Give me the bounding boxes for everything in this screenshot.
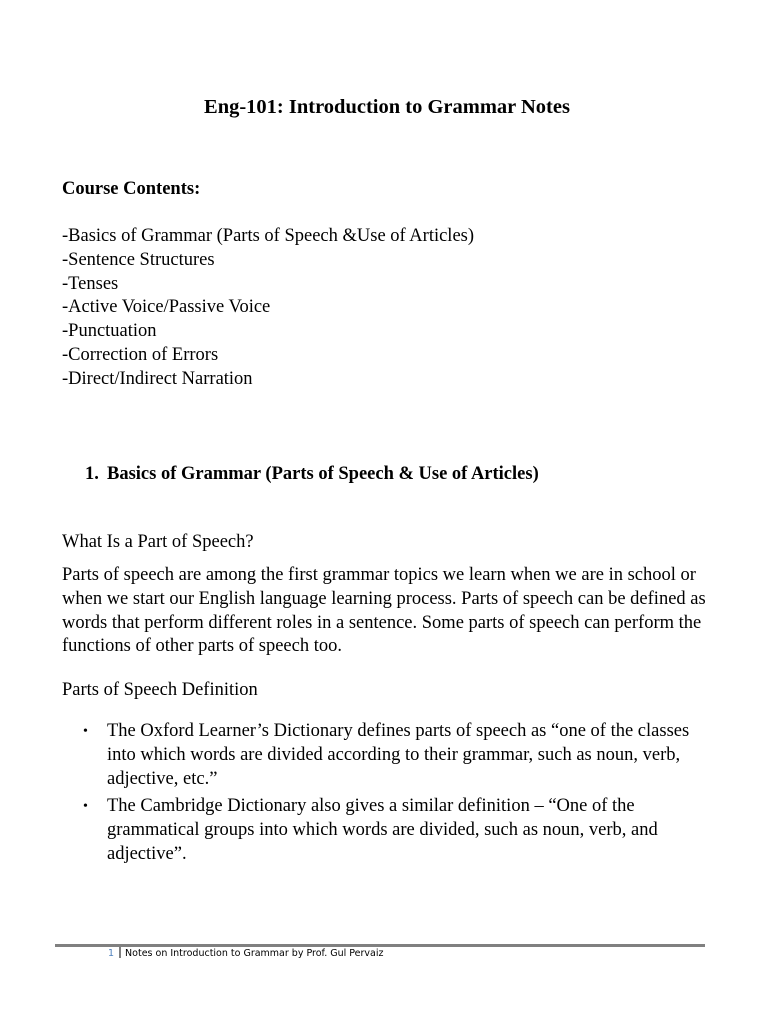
page-number: 1 [108, 948, 115, 959]
section-heading [85, 462, 539, 486]
document-title: Eng-101: Introduction to Grammar Notes [204, 96, 570, 118]
course-contents-item: -Basics of Grammar (Parts of Speech &Use of Articles) [62, 226, 475, 246]
section-number: 1. [85, 464, 99, 484]
course-contents-item: -Active Voice/Passive Voice [62, 297, 271, 318]
section-title: Basics of Grammar (Parts of Speech & Use of Articles) [107, 464, 539, 484]
course-contents-heading: Course Contents: [62, 179, 201, 199]
definition-item [62, 795, 712, 866]
page-footer [108, 947, 384, 961]
body-paragraph: Parts of speech are among the first grammar topics we learn when we are in school or when we start our English language learning process. Parts of speech can be defined as words that perform different roles in a sentence. Some parts of speech can perform the functions of other parts of speech too. [62, 565, 706, 657]
course-contents-item: -Sentence Structures [62, 249, 215, 270]
definition-text: The Oxford Learner’s Dictionary defines parts of speech as “one of the classes into which words are divided according to their grammar, such as noun, verb, adjective, etc.” [107, 721, 690, 789]
course-contents-list [62, 225, 474, 392]
footer-text: Notes on Introduction to Grammar by Prof. Gul Pervaiz [125, 948, 384, 959]
question-heading: What Is a Part of Speech? [62, 532, 254, 552]
footer-separator [119, 947, 121, 958]
bullet-icon: • [83, 724, 88, 739]
definition-item [62, 720, 712, 791]
definition-text: The Cambridge Dictionary also gives a similar definition – “One of the grammatical groups into which words are divided, such as noun, verb, and adjective”. [107, 796, 658, 864]
definition-list [62, 720, 712, 871]
course-contents-item: -Correction of Errors [62, 344, 219, 365]
course-contents-item: -Punctuation [62, 321, 157, 342]
course-contents-item: -Direct/Indirect Narration [62, 368, 253, 389]
definition-heading: Parts of Speech Definition [62, 680, 258, 700]
course-contents-item: -Tenses [62, 273, 119, 294]
bullet-icon: • [83, 799, 88, 815]
